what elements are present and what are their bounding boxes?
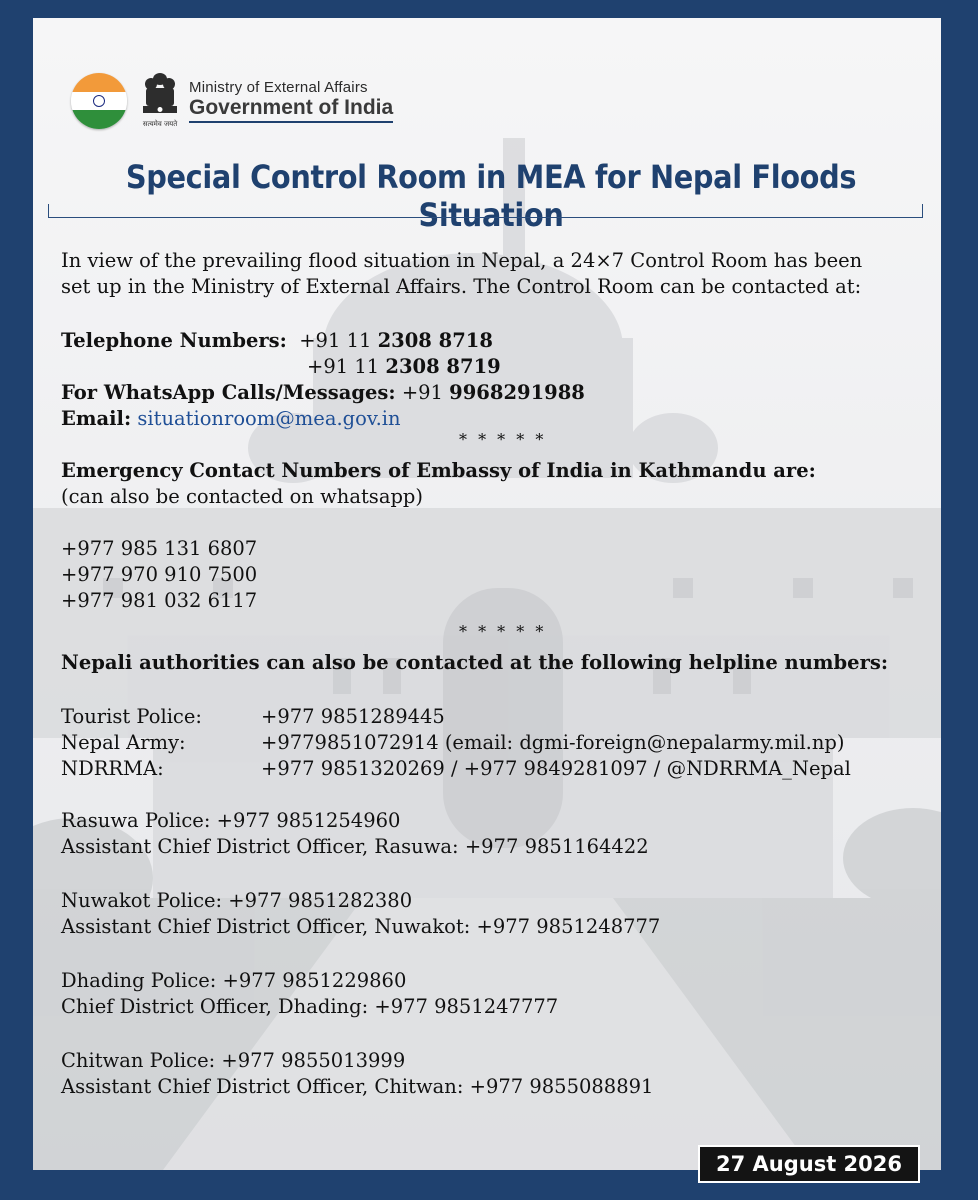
embassy-heading: Emergency Contact Numbers of Embassy of India in Kathmandu are: <box>61 459 816 482</box>
embassy-number-2: +977 970 910 7500 <box>61 563 258 586</box>
phone-prefix-1: +91 11 <box>299 329 372 352</box>
district-line: Nuwakot Police: +977 9851282380 <box>61 889 413 912</box>
whatsapp-row <box>61 380 585 406</box>
district-line: Dhading Police: +977 9851229860 <box>61 969 407 992</box>
agency-value: +977 9851320269 / +977 9849281097 / @NDRRMA_Nepal <box>261 757 851 780</box>
email-link[interactable]: situationroom@mea.gov.in <box>137 407 401 430</box>
ministry-logo <box>71 70 393 132</box>
notice-card <box>33 18 941 1170</box>
date-badge: 27 August 2026 <box>698 1145 920 1183</box>
intro-line-1: In view of the prevailing flood situation in Nepal, a 24×7 Control Room has been <box>61 249 863 272</box>
district-line: Assistant Chief District Officer, Chitwan: +977 9855088891 <box>61 1075 654 1098</box>
embassy-note: (can also be contacted on whatsapp) <box>61 485 424 508</box>
email-row <box>61 406 401 432</box>
telephone-label: Telephone Numbers: <box>61 329 287 352</box>
agency-label: Tourist Police: <box>61 705 202 728</box>
telephone-row-2 <box>307 354 501 380</box>
agency-value: +977 9851289445 <box>261 705 445 728</box>
whatsapp-prefix: +91 <box>401 381 443 404</box>
email-label: Email: <box>61 407 132 430</box>
ministry-name: Ministry of External Affairs <box>189 79 368 96</box>
whatsapp-number: 9968291988 <box>449 381 585 404</box>
agency-row-tourist-police <box>61 704 445 730</box>
agency-row-nepal-army <box>61 730 845 756</box>
agency-value: +9779851072914 (email: dgmi-foreign@nepalarmy.mil.np) <box>261 731 845 754</box>
district-line: Chief District Officer, Dhading: +977 9851247777 <box>61 995 559 1018</box>
india-flag-icon <box>71 73 127 129</box>
phone-number-2: 2308 8719 <box>385 355 501 378</box>
separator-1: * * * * * <box>459 430 547 449</box>
district-line: Assistant Chief District Officer, Nuwakot: +977 9851248777 <box>61 915 661 938</box>
embassy-number-1: +977 985 131 6807 <box>61 537 258 560</box>
agency-label: NDRRMA: <box>61 757 164 780</box>
phone-prefix-2: +91 11 <box>307 355 380 378</box>
agency-row-ndrrma <box>61 756 851 782</box>
government-name: Government of India <box>189 96 393 123</box>
title-underline-bracket <box>48 204 923 218</box>
agency-label: Nepal Army: <box>61 731 186 754</box>
telephone-row-1 <box>61 328 493 354</box>
whatsapp-label: For WhatsApp Calls/Messages: <box>61 381 396 404</box>
nepali-heading: Nepali authorities can also be contacted at the following helpline numbers: <box>61 651 889 674</box>
district-line: Rasuwa Police: +977 9851254960 <box>61 809 401 832</box>
national-emblem-icon <box>137 70 183 132</box>
separator-2: * * * * * <box>459 622 547 641</box>
phone-number-1: 2308 8718 <box>377 329 493 352</box>
district-line: Assistant Chief District Officer, Rasuwa: +977 9851164422 <box>61 835 649 858</box>
emblem-motto: सत्यमेव जयते <box>142 120 178 128</box>
embassy-number-3: +977 981 032 6117 <box>61 589 258 612</box>
district-line: Chitwan Police: +977 9855013999 <box>61 1049 406 1072</box>
page-title: Special Control Room in MEA for Nepal Floods Situation <box>125 158 857 234</box>
intro-line-2: set up in the Ministry of External Affairs. The Control Room can be contacted at: <box>61 275 862 298</box>
